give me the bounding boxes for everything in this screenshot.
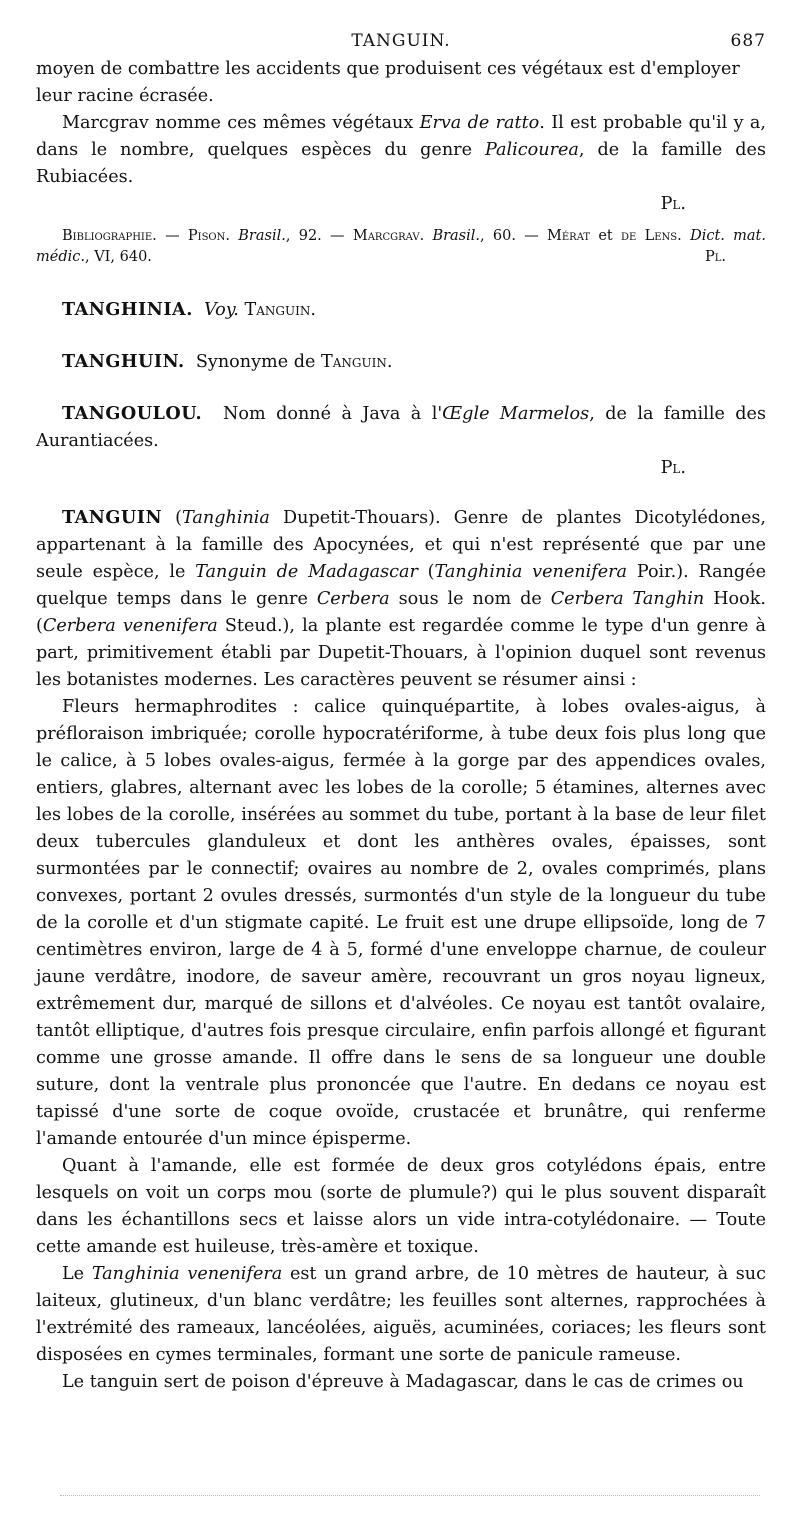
cross-reference-marker: Voy. <box>204 300 239 320</box>
italic-term: Cerbera <box>316 589 390 609</box>
entry-tanghuin <box>36 348 766 376</box>
text-run: . <box>677 228 691 244</box>
entry-tanghinia <box>36 296 766 324</box>
italic-term: Tanghinia venenifera <box>91 1264 283 1284</box>
work-title: Dict. mat. médic. <box>36 228 766 265</box>
top-paragraph <box>36 56 766 110</box>
italic-term: Cerbera venenifera <box>42 616 218 636</box>
text-run: est un grand arbre, de 10 mètres de hauteur, à suc laiteux, glutineux, d'un blanc verdâtre; les feuilles sont alternes, rapprochées à l'extrémité des rameaux, lancéolées, aiguës, acuminées, coriaces; les fleurs sont disposées en cymes terminales, formant une sorte de panicule rameuse. <box>36 1264 766 1365</box>
last-paragraph: Le tanguin sert de poison d'épreuve à Madagascar, dans le cas de crimes ou <box>62 1372 744 1392</box>
running-header <box>36 28 766 56</box>
work-title: Brasil. <box>432 228 481 244</box>
bibliography <box>36 226 766 268</box>
author-name: Marcgrav <box>352 228 420 244</box>
text-run: Dupetit-Thouars). Genre de plantes Dicotylédones, appartenant à la famille des Apocynées, et qui n'est représenté que par une seule espèce, le <box>36 508 766 582</box>
amande-paragraph: Quant à l'amande, elle est formée de deux gros cotylédons épais, entre lesquels on voit un corps mou (sorte de plumule?) qui le plus souvent disparaît dans les échantillons secs et laisse alors un vide intra-cotylédonaire. — Toute cette amande est huileuse, très-amère et toxique. <box>36 1156 766 1257</box>
text-run: Hook. ( <box>36 589 766 636</box>
text-run: — <box>156 228 188 244</box>
text-run: , de la famille des Aurantiacées. <box>36 404 766 451</box>
italic-term: Œgle Marmelos <box>442 404 590 424</box>
signature-line <box>36 455 766 482</box>
text-run: , de la famille des Rubiacées. <box>36 140 766 187</box>
work-title: Brasil. <box>238 228 286 244</box>
entry-headword: TANGHINIA. <box>62 299 193 320</box>
page-title: TANGUIN. <box>351 31 451 51</box>
italic-term: Palicourea <box>485 140 579 160</box>
text-run: Synonyme de <box>195 352 322 372</box>
italic-term: Tanghinia venenifera <box>434 562 628 582</box>
entry-tangoulou <box>36 400 766 455</box>
arbre-paragraph <box>36 1261 766 1369</box>
entry-headword: TANGUIN <box>62 507 163 528</box>
text-run: . <box>419 228 433 244</box>
author-signature: Pl. <box>660 458 686 478</box>
signature-line <box>36 191 766 218</box>
page-number: 687 <box>730 31 766 51</box>
entry-tanguin <box>36 504 766 694</box>
cross-reference-target: Tanguin. <box>321 352 393 372</box>
text-run: Le <box>62 1264 92 1284</box>
italic-term: Tanguin de Madagascar <box>195 562 418 582</box>
italic-term: Cerbera Tanghin <box>550 589 705 609</box>
entry-headword: TANGOULOU. <box>62 403 203 424</box>
author-name: Pison <box>187 228 226 244</box>
marcgrav-paragraph <box>36 110 766 191</box>
italic-term: Erva de ratto <box>419 113 540 133</box>
bibliography-label: Bibliographie. <box>62 228 157 244</box>
italic-term: Tanghinia <box>182 508 270 528</box>
cross-reference-target: Tanguin. <box>244 300 316 320</box>
text-run: , 92. — <box>285 228 353 244</box>
text-run: , 60. — <box>480 228 548 244</box>
text-run: et <box>590 228 622 244</box>
text-run: sous le nom de <box>389 589 551 609</box>
document-page <box>36 28 766 1396</box>
author-name: Mérat <box>547 228 591 244</box>
author-name: de Lens <box>621 228 678 244</box>
description-paragraph: Fleurs hermaphrodites : calice quinquépartite, à lobes ovales-aigus, à préfloraison imbriquée; corolle hypocratériforme, à tube deux fois plus long que le calice, à 5 lobes ovales-aigus, fermée à la gorge par des appendices ovales, entiers, glabres, alternant avec les lobes de la corolle; 5 étamines, alternes avec les lobes de la corolle, insérées au sommet du tube, portant à la base de leur filet deux tubercules glanduleux et dont les anthères ovales, épaisses, sont surmontées par le connectif; ovaires au nombre de 2, ovales comprimés, plans convexes, portant 2 ovules dressés, surmontés d'un style de la longueur du tube de la corolle et d'un stigmate capité. Le fruit est une drupe ellipsoïde, long de 7 centimètres environ, large de 4 à 5, formé d'une enveloppe charnue, de couleur jaune verdâtre, inodore, de saveur amère, recouvrant un gros noyau ligneux, extrêmement dur, marqué de sillons et d'alvéoles. Ce noyau est tantôt ovalaire, tantôt elliptique, d'autres fois presque circulaire, enfin parfois allongé et figurant comme une grosse amande. Il offre dans le sens de sa longueur une double suture, dont la ventrale plus prononcée que l'autre. En dedans ce noyau est tapissé d'une sorte de coque ovoïde, crustacée et brunâtre, qui renferme l'amande entourée d'un mince épisperme. <box>36 697 766 1149</box>
text-run: Marcgrav nomme ces mêmes végétaux <box>62 113 420 133</box>
text-run: ( <box>417 562 435 582</box>
text-run: Nom donné à Java à l' <box>222 404 443 424</box>
text-run: Poir.). Rangée quelque temps dans le genre <box>36 562 767 609</box>
top-line-1: moyen de combattre les accidents que produisent ces végétaux est d'employer <box>36 59 740 79</box>
entry-headword: TANGHUIN. <box>62 351 185 372</box>
bottom-rule <box>60 1495 760 1496</box>
text-run: ( <box>162 508 183 528</box>
author-signature: Pl. <box>660 194 686 214</box>
text-run: , VI, 640. <box>84 249 152 265</box>
top-line-2: leur racine écrasée. <box>36 86 214 106</box>
text-run: Steud.), la plante est regardée comme le type d'un genre à part, primitivement établi par Dupetit-Thouars, à l'opinion duquel sont revenus les botanistes modernes. Les caractères peuvent se résumer ainsi : <box>36 616 766 690</box>
author-signature: Pl. <box>704 249 726 265</box>
text-run: . Il est probable qu'il y a, dans le nombre, quelques espèces du genre <box>36 113 766 160</box>
text-run: . <box>225 228 239 244</box>
